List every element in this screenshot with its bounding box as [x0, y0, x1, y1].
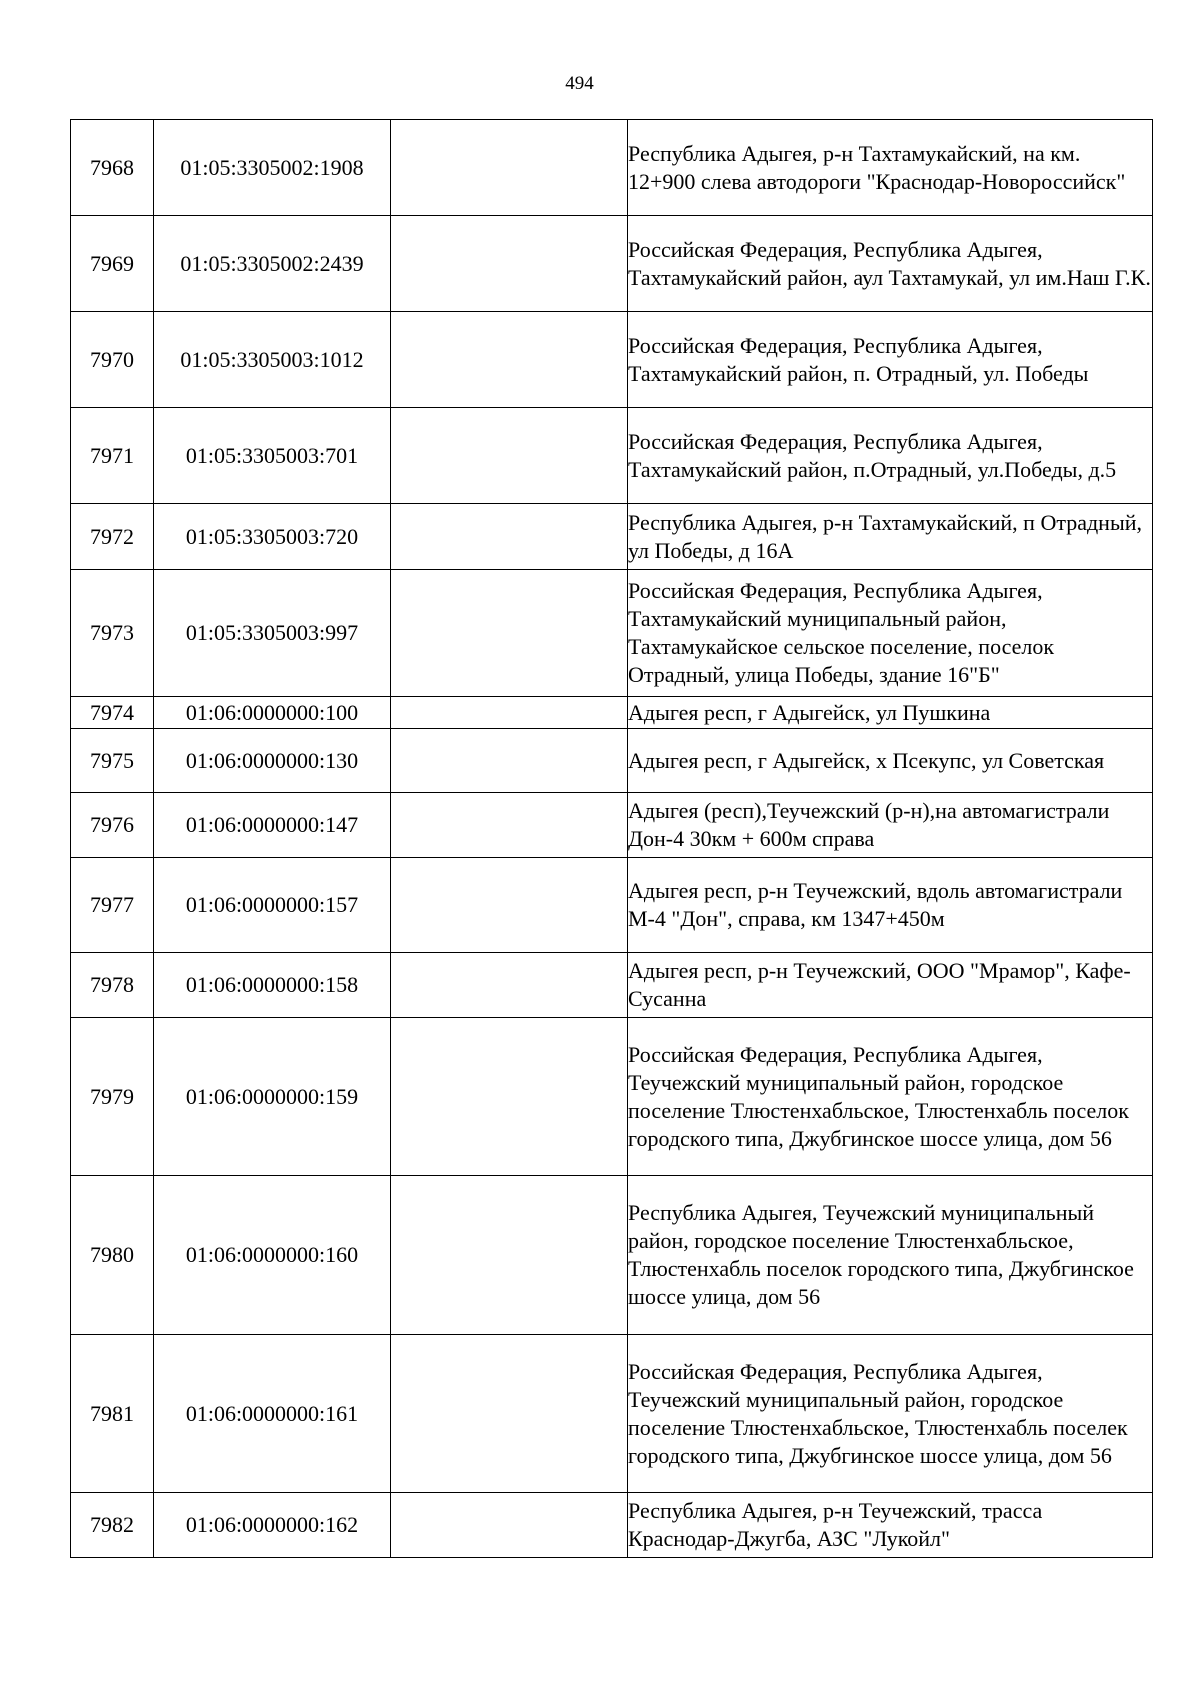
table-row: [71, 1335, 1153, 1493]
table-row: [71, 729, 1153, 793]
address: Адыгея респ, г Адыгейск, х Псекупс, ул Советская: [628, 729, 1153, 793]
empty-cell: [391, 570, 628, 697]
empty-cell: [391, 1176, 628, 1335]
address: Республика Адыгея, р-н Теучежский, трасса Краснодар-Джугба, АЗС "Лукойл": [628, 1493, 1153, 1558]
row-number: 7981: [71, 1335, 154, 1493]
cadastral-number: 01:06:0000000:100: [154, 697, 391, 729]
empty-cell: [391, 312, 628, 408]
row-number: 7971: [71, 408, 154, 504]
cadastral-number: 01:06:0000000:158: [154, 953, 391, 1018]
table-row: [71, 312, 1153, 408]
row-number: 7979: [71, 1018, 154, 1176]
empty-cell: [391, 953, 628, 1018]
row-number: 7982: [71, 1493, 154, 1558]
address: Адыгея респ, р-н Теучежский, вдоль автомагистрали М-4 "Дон", справа, км 1347+450м: [628, 858, 1153, 953]
row-number: 7970: [71, 312, 154, 408]
empty-cell: [391, 1018, 628, 1176]
address: Российская Федерация, Республика Адыгея, Теучежский муниципальный район, городское поселение Тлюстенхабльское, Тлюстенхабль поселок городского типа, Джубгинское шоссе улица, дом 56: [628, 1018, 1153, 1176]
address: Российская Федерация, Республика Адыгея, Теучежский муниципальный район, городское поселение Тлюстенхабльское, Тлюстенхабль поселек городского типа, Джубгинское шоссе улица, дом 56: [628, 1335, 1153, 1493]
address: Российская Федерация, Республика Адыгея, Тахтамукайский район, п.Отрадный, ул.Победы, д.5: [628, 408, 1153, 504]
empty-cell: [391, 729, 628, 793]
cadastral-number: 01:06:0000000:160: [154, 1176, 391, 1335]
cadastral-number: 01:06:0000000:162: [154, 1493, 391, 1558]
table-row: [71, 120, 1153, 216]
empty-cell: [391, 697, 628, 729]
table-row: [71, 858, 1153, 953]
address: Российская Федерация, Республика Адыгея, Тахтамукайский район, п. Отрадный, ул. Победы: [628, 312, 1153, 408]
table-row: [71, 953, 1153, 1018]
address: Республика Адыгея, р-н Тахтамукайский, на км. 12+900 слева автодороги "Краснодар-Новороссийск": [628, 120, 1153, 216]
empty-cell: [391, 504, 628, 570]
address: Российская Федерация, Республика Адыгея, Тахтамукайский муниципальный район, Тахтамукайское сельское поселение, поселок Отрадный, улица Победы, здание 16"Б": [628, 570, 1153, 697]
empty-cell: [391, 120, 628, 216]
row-number: 7980: [71, 1176, 154, 1335]
row-number: 7969: [71, 216, 154, 312]
row-number: 7972: [71, 504, 154, 570]
row-number: 7974: [71, 697, 154, 729]
address: Республика Адыгея, р-н Тахтамукайский, п Отрадный, ул Победы, д 16А: [628, 504, 1153, 570]
empty-cell: [391, 408, 628, 504]
cadastral-number: 01:05:3305003:701: [154, 408, 391, 504]
cadastral-number: 01:05:3305003:1012: [154, 312, 391, 408]
row-number: 7977: [71, 858, 154, 953]
table-row: [71, 1018, 1153, 1176]
row-number: 7973: [71, 570, 154, 697]
row-number: 7975: [71, 729, 154, 793]
address: Адыгея респ, р-н Теучежский, ООО "Мрамор", Кафе-Сусанна: [628, 953, 1153, 1018]
cadastral-number: 01:05:3305002:2439: [154, 216, 391, 312]
row-number: 7976: [71, 793, 154, 858]
table-row: [71, 408, 1153, 504]
cadastral-number: 01:06:0000000:157: [154, 858, 391, 953]
cadastral-number: 01:06:0000000:161: [154, 1335, 391, 1493]
cadastral-number: 01:05:3305003:720: [154, 504, 391, 570]
cadastral-number: 01:05:3305003:997: [154, 570, 391, 697]
page-number: 494: [565, 73, 594, 94]
empty-cell: [391, 793, 628, 858]
table-row: [71, 570, 1153, 697]
empty-cell: [391, 216, 628, 312]
empty-cell: [391, 1335, 628, 1493]
cadastral-number: 01:05:3305002:1908: [154, 120, 391, 216]
table-row: [71, 1493, 1153, 1558]
cadastral-number: 01:06:0000000:147: [154, 793, 391, 858]
table-row: [71, 793, 1153, 858]
address: Адыгея респ, г Адыгейск, ул Пушкина: [628, 697, 1153, 729]
address: Республика Адыгея, Теучежский муниципальный район, городское поселение Тлюстенхабльское, Тлюстенхабль поселок городского типа, Джубгинское шоссе улица, дом 56: [628, 1176, 1153, 1335]
table-row: [71, 216, 1153, 312]
registry-table: [70, 119, 1153, 1558]
table-row: [71, 504, 1153, 570]
address: Российская Федерация, Республика Адыгея, Тахтамукайский район, аул Тахтамукай, ул им.Наш Г.К.: [628, 216, 1153, 312]
table-row: [71, 1176, 1153, 1335]
table-row: [71, 697, 1153, 729]
row-number: 7968: [71, 120, 154, 216]
empty-cell: [391, 1493, 628, 1558]
empty-cell: [391, 858, 628, 953]
address: Адыгея (респ),Теучежский (р-н),на автомагистрали Дон-4 30км + 600м справа: [628, 793, 1153, 858]
row-number: 7978: [71, 953, 154, 1018]
cadastral-number: 01:06:0000000:130: [154, 729, 391, 793]
cadastral-number: 01:06:0000000:159: [154, 1018, 391, 1176]
table-body: [71, 120, 1153, 1558]
